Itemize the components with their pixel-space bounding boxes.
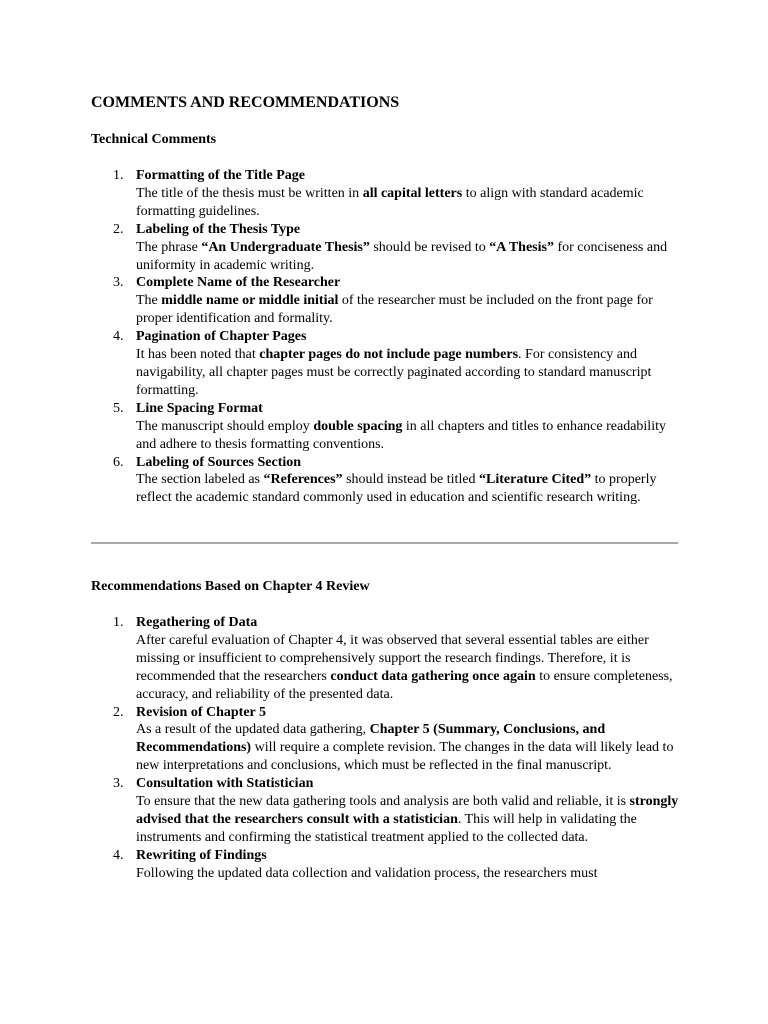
body-text: will require a complete revision. The changes in the data will likely lead to new interpretations and conclusions, which must be reflected in the final manuscript.	[136, 740, 674, 774]
body-text: The title of the thesis must be written in	[136, 185, 363, 201]
technical-comments-list	[91, 167, 681, 507]
bold-text: conduct data gathering once again	[330, 668, 536, 684]
item-body	[136, 471, 681, 507]
item-body	[136, 239, 681, 275]
body-text: should be revised to	[369, 239, 490, 255]
bold-text: “An Undergraduate Thesis”	[201, 239, 370, 255]
list-item	[91, 274, 681, 328]
item-title: Revision of Chapter 5	[136, 704, 267, 720]
body-text: As a result of the updated data gathering,	[136, 722, 370, 738]
body-text: in all chapters and titles to enhance readability and adhere to thesis formatting conventions.	[136, 418, 666, 452]
body-text: The phrase	[136, 239, 202, 255]
item-number: 1.	[113, 168, 124, 183]
bold-text: double spacing	[313, 418, 403, 434]
section-divider	[91, 542, 678, 544]
item-number: 3.	[113, 776, 124, 792]
bold-text: “A Thesis”	[489, 239, 554, 255]
body-text: of the researcher must be included on the front page for proper identification and formality.	[136, 293, 653, 327]
body-text: to align with standard academic formatting guidelines.	[136, 185, 644, 219]
body-text: After careful evaluation of Chapter 4, it was observed that several essential tables are either missing or insufficient to comprehensively support the research findings. Therefore, it is recommended that the researchers	[136, 632, 649, 684]
item-title: Regathering of Data	[136, 615, 258, 630]
item-title: Labeling of the Thesis Type	[136, 221, 301, 237]
bold-text: strongly advised that the researchers consult with a statistician	[136, 794, 679, 827]
body-text: . This will help in validating the instruments and confirming the statistical treatment applied to the collected data.	[136, 811, 637, 845]
item-number: 3.	[113, 275, 124, 291]
item-body	[136, 865, 681, 883]
bold-text: all capital letters	[362, 185, 463, 201]
body-text: The manuscript should employ	[136, 418, 314, 434]
bold-text: middle name or middle initial	[161, 293, 339, 309]
item-title: Complete Name of the Researcher	[136, 275, 341, 291]
item-number: 1.	[113, 615, 124, 630]
item-number: 5.	[113, 400, 124, 416]
page-title: COMMENTS AND RECOMMENDATIONS	[91, 94, 400, 111]
item-body	[136, 418, 681, 454]
item-number: 2.	[113, 221, 124, 237]
recommendations-list	[91, 614, 681, 883]
list-item	[91, 221, 681, 275]
list-item	[91, 704, 681, 776]
item-number: 2.	[113, 704, 124, 720]
body-text: for conciseness and uniformity in academic writing.	[136, 239, 668, 273]
body-text: should instead be titled	[342, 472, 480, 488]
list-item	[91, 847, 681, 883]
item-title: Rewriting of Findings	[136, 847, 267, 863]
item-body	[136, 793, 681, 847]
list-item	[91, 614, 681, 704]
body-text: It has been noted that	[136, 347, 260, 363]
item-body	[136, 185, 681, 221]
list-item	[91, 454, 681, 508]
list-item	[91, 167, 681, 221]
body-text: . For consistency and navigability, all chapter pages must be correctly paginated according to standard manuscript formatting.	[136, 347, 652, 398]
body-text: To ensure that the new data gathering tools and analysis are both valid and reliable, it is	[136, 794, 630, 810]
list-item	[91, 775, 681, 847]
body-text: to ensure completeness, accuracy, and reliability of the presented data.	[136, 668, 673, 702]
body-text: The	[136, 293, 162, 309]
bold-text: “References”	[263, 472, 343, 488]
item-title: Labeling of Sources Section	[136, 454, 302, 470]
item-number: 4.	[113, 329, 124, 345]
bold-text: chapter pages do not include page numbers	[259, 347, 519, 363]
item-title: Consultation with Statistician	[136, 776, 314, 792]
technical-comments-heading: Technical Comments	[91, 132, 217, 147]
item-body	[136, 292, 681, 328]
body-text: Following the updated data collection and validation process, the researchers must	[136, 865, 598, 881]
item-body	[136, 721, 681, 775]
bold-text: Chapter 5 (Summary, Conclusions, and Recommendations)	[136, 722, 606, 756]
body-text: The section labeled as	[136, 472, 264, 488]
item-number: 6.	[113, 454, 124, 470]
item-title: Line Spacing Format	[136, 400, 263, 416]
bold-text: “Literature Cited”	[479, 472, 592, 488]
item-body	[136, 346, 681, 400]
list-item	[91, 328, 681, 400]
body-text: to properly reflect the academic standard commonly used in education and scientific research writing.	[136, 472, 657, 506]
item-number: 4.	[113, 847, 124, 863]
item-body	[136, 632, 681, 704]
recommendations-heading: Recommendations Based on Chapter 4 Review	[91, 579, 370, 594]
list-item	[91, 400, 681, 454]
item-title: Pagination of Chapter Pages	[136, 329, 307, 345]
item-title: Formatting of the Title Page	[136, 168, 306, 183]
